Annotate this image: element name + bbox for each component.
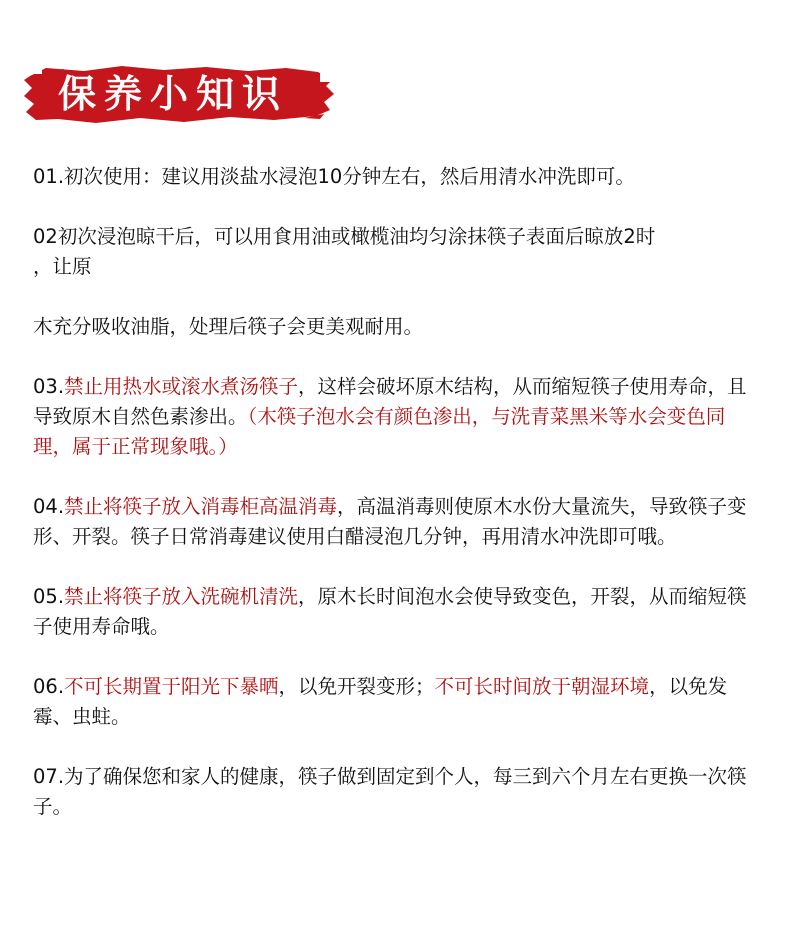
tip-06-detail-2: ，以免发霉、虫蛀。 [33, 675, 728, 728]
tip-06-warning-sun: 不可长期置于阳光下暴晒 [64, 675, 279, 698]
tip-02-line1: 02初次浸泡晾干后，可以用食用油或橄榄油均匀涂抹筷子表面后晾放2时 [33, 225, 656, 248]
tip-04-number: 04. [33, 495, 65, 518]
tip-02-line2: ，让原 [33, 255, 92, 278]
tip-07: 07.为了确保您和家人的健康，筷子做到固定到个人，每三到六个月左右更换一次筷子。 [33, 765, 747, 818]
tip-05-number: 05. [33, 585, 65, 608]
tip-05-warning: 禁止将筷子放入洗碗机清洗 [64, 585, 299, 608]
tip-06-number: 06. [33, 675, 65, 698]
tip-06 [33, 672, 763, 732]
title-banner [24, 62, 336, 126]
tip-03-note: （木筷子泡水会有颜色渗出，与洗青菜黑米等水会变色同理，属于正常现象哦。） [33, 405, 726, 458]
tip-04 [33, 492, 763, 552]
tip-02 [33, 222, 763, 342]
tip-05 [33, 582, 763, 642]
tip-05-detail: ，原木长时间泡水会使导致变色，开裂，从而缩短筷子使用寿命哦。 [33, 585, 747, 638]
tip-04-detail: ，高温消毒则使原木水份大量流失，导致筷子变形、开裂。筷子日常消毒建议使用白醋浸泡几分钟，再用清水冲洗即可哦。 [33, 495, 747, 548]
tip-06-warning-humid: 不可长时间放于朝湿环境 [434, 675, 650, 698]
tip-02-line3: 木充分吸收油脂，处理后筷子会更美观耐用。 [33, 315, 424, 338]
tip-04-warning: 禁止将筷子放入消毒柜高温消毒 [64, 495, 338, 518]
tip-03-warning: 禁止用热水或滚水煮汤筷子 [64, 375, 299, 398]
page-title: 保养小知识 [58, 71, 289, 116]
tip-03 [33, 372, 763, 462]
tip-06-detail-1: ，以免开裂变形； [278, 675, 435, 698]
tip-03-number: 03. [33, 375, 65, 398]
tip-03-detail: ，这样会破坏原木结构，从而缩短筷子使用寿命，且导致原木自然色素渗出。 [33, 375, 747, 428]
tip-01: 01.初次使用：建议用淡盐水浸泡10分钟左右，然后用清水冲洗即可。 [33, 165, 635, 188]
care-tips-content [33, 162, 763, 822]
